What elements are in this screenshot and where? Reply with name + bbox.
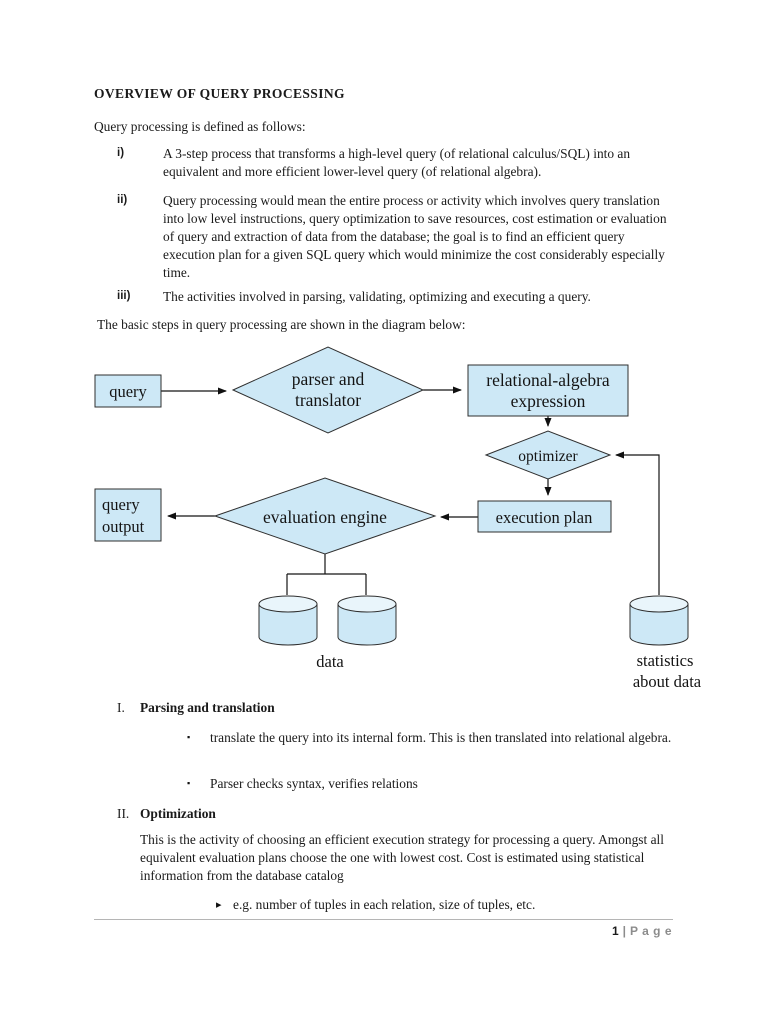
list-item-ii-label: ii): [117, 194, 128, 206]
parsing-bullet-1-text: translate the query into its internal form. This is then translated into relational algebra.: [210, 730, 672, 745]
parser-node-label-line1: parser and: [291, 369, 365, 389]
parsing-bullet-2: [187, 775, 673, 793]
section-optimization-heading: Optimization: [140, 806, 216, 821]
page-number: 1: [611, 924, 619, 938]
list-item-iii-label: iii): [117, 290, 131, 302]
section-optimization-heading-row: [117, 806, 216, 822]
parsing-bullet-1: [187, 729, 673, 747]
diagram-caption: The basic steps in query processing are shown in the diagram below:: [97, 317, 466, 332]
list-item-i: [117, 145, 673, 181]
query-processing-diagram: [90, 342, 768, 690]
page-footer: [612, 924, 672, 938]
document-title: OVERVIEW OF QUERY PROCESSING: [94, 86, 345, 101]
section-parsing-heading: Parsing and translation: [140, 700, 275, 715]
list-item-i-text: A 3-step process that transforms a high-level query (of relational calculus/SQL) into an equivalent and more efficient lower-level query (of relational algebra).: [163, 146, 631, 179]
relalg-node-label-line2: expression: [510, 391, 586, 411]
diagram-connectors: [161, 390, 659, 595]
query-output-label-line2: output: [102, 517, 145, 536]
data-cylinder-1-top: [259, 596, 317, 612]
optimization-body-text: This is the activity of choosing an efficient execution strategy for processing a query. Amongst all equivalent evaluation plans choose the one with lowest cost. Cost is estimated using statistical information from the database catalog: [140, 832, 664, 883]
footer-separator: |: [622, 924, 627, 938]
statistics-label-line1: statistics: [636, 651, 694, 670]
list-item-ii-text: Query processing would mean the entire process or activity which involves query translation into low level instructions, query optimization to save resources, cost estimation or evaluation of query and extraction of data from the database; the goal is to find an efficient query execution plan for a given SQL query which would minimize the cost considerably especially time.: [163, 193, 667, 280]
query-output-label-line1: query: [102, 495, 140, 514]
square-bullet-icon: ▪: [187, 778, 191, 788]
section-optimization-number: II.: [117, 806, 130, 821]
intro-text: Query processing is defined as follows:: [94, 119, 306, 134]
footer-divider: [94, 919, 673, 920]
data-cylinder-2-top: [338, 596, 396, 612]
optimization-pointer-bullet: [216, 896, 673, 914]
section-parsing-heading-row: [117, 700, 275, 716]
list-item-i-label: i): [117, 147, 125, 159]
optimizer-node-label: optimizer: [518, 448, 578, 465]
parsing-bullet-2-text: Parser checks syntax, verifies relations: [210, 776, 418, 791]
list-item-iii: [117, 288, 673, 306]
square-bullet-icon: ▪: [187, 732, 191, 742]
pointer-bullet-icon: ▸: [216, 899, 222, 911]
statistics-label-line2: about data: [632, 672, 702, 690]
optimization-pointer-bullet-text: e.g. number of tuples in each relation, size of tuples, etc.: [233, 897, 536, 912]
footer-label: P a g e: [630, 924, 672, 938]
query-node-label: query: [109, 382, 147, 401]
data-label: data: [316, 652, 344, 671]
statistics-cylinder-top: [630, 596, 688, 612]
arrow-statistics-to-optimizer: [616, 455, 659, 595]
relalg-node-label-line1: relational-algebra: [486, 370, 610, 390]
list-item-iii-text: The activities involved in parsing, validating, optimizing and executing a query.: [163, 289, 591, 304]
evaluation-engine-node-label: evaluation engine: [263, 507, 387, 527]
section-parsing-number: I.: [117, 700, 125, 715]
list-item-ii: [117, 192, 673, 282]
data-cylinder-1: [259, 596, 317, 645]
execution-plan-node-label: execution plan: [495, 508, 593, 527]
data-cylinder-2: [338, 596, 396, 645]
statistics-cylinder: [630, 596, 688, 645]
parser-node-label-line2: translator: [294, 390, 362, 410]
